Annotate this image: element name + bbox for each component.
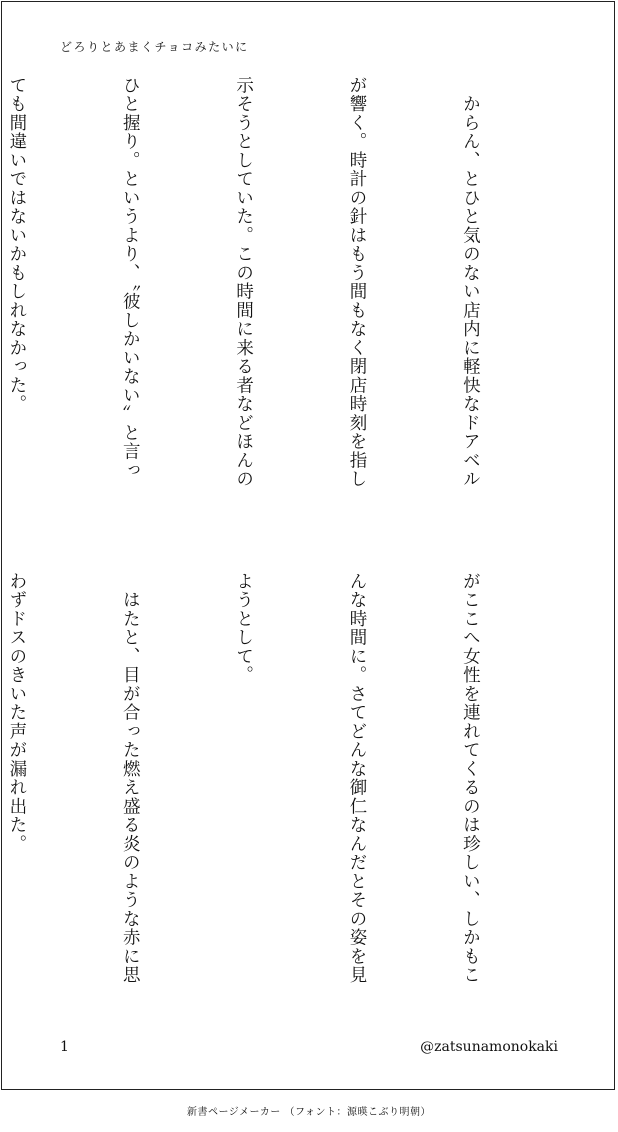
- book-page: [1, 1, 615, 1090]
- text-line: がここへ女性を連れてくるのは珍しい、しかもこ: [460, 572, 481, 985]
- text-line: が響く。時計の針はもう間もなく閉店時刻を指し: [347, 76, 368, 489]
- text-line: んな時間に。さてどんな御仁なんだとその姿を見: [347, 572, 368, 985]
- page-number: 1: [60, 1039, 69, 1055]
- text-line: はたと、目が合った燃え盛る炎のような赤に思: [120, 572, 141, 985]
- text-line: 示そうとしていた。この時間に来る者などほんの: [233, 76, 254, 489]
- author-handle: @zatsunamonokaki: [420, 1039, 558, 1055]
- text-line: ようとして。: [233, 572, 254, 685]
- text-line: わずドスのきいた声が漏れ出た。: [6, 572, 27, 854]
- running-title: どろりとあまくチョコみたいに: [60, 40, 249, 54]
- text-block-bottom: [6, 572, 564, 988]
- text-line: ても間違いではないかもしれなかった。: [6, 76, 27, 414]
- footer-note: 新書ページメーカー （フォント：源暎こぶり明朝）: [187, 1107, 431, 1118]
- text-line: からん、とひと気のない店内に軽快なドアベル: [460, 76, 481, 489]
- text-block-top: [6, 76, 564, 492]
- text-line: ひと握り。というより、〝彼しかいない〟と言っ: [120, 76, 141, 480]
